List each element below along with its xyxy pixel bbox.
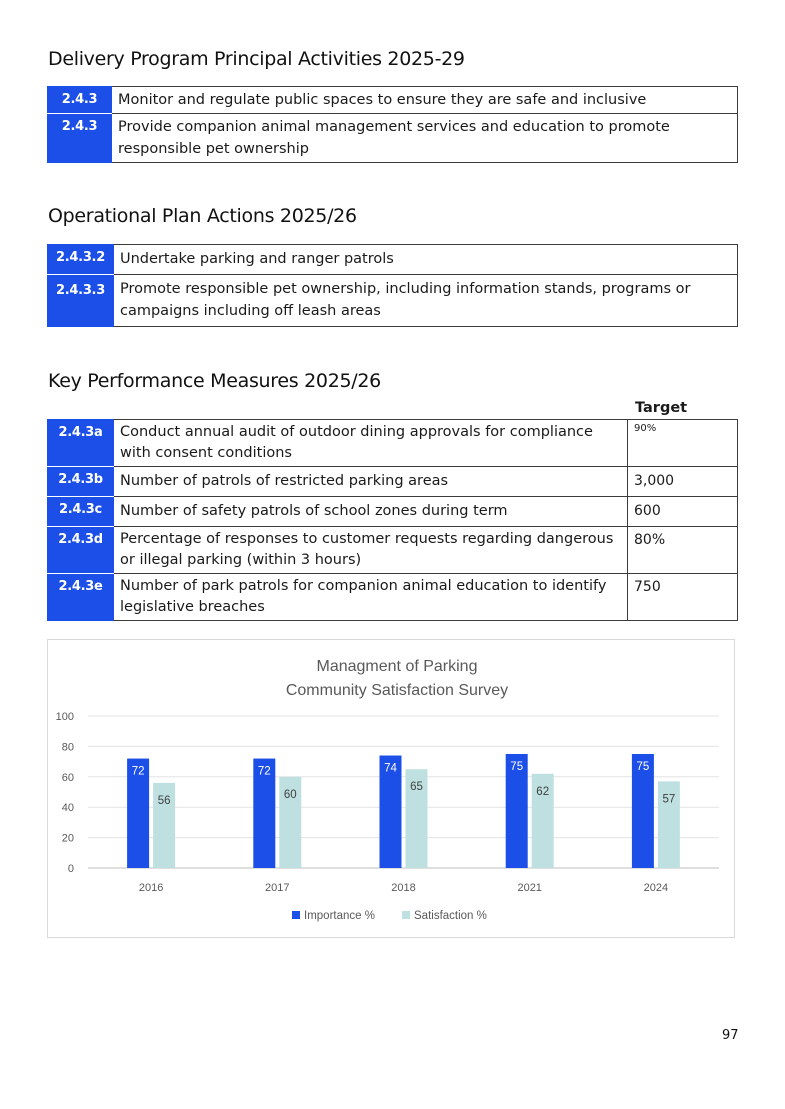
kpm-heading: Key Performance Measures 2025/26 xyxy=(48,370,381,392)
table-row xyxy=(48,275,738,327)
y-tick-label: 40 xyxy=(61,802,74,815)
activity-code: 2.4.3 xyxy=(48,87,112,114)
x-tick-label: 2017 xyxy=(265,882,290,894)
parking-satisfaction-chart xyxy=(47,639,735,938)
bar-data-label: 74 xyxy=(384,762,397,775)
table-row xyxy=(48,114,738,163)
action-code: 2.4.3.2 xyxy=(48,245,114,275)
bar-data-label: 75 xyxy=(636,761,650,773)
kpm-text: Number of patrols of restricted parking areas xyxy=(114,467,628,497)
x-tick-label: 2018 xyxy=(391,882,416,894)
y-tick-label: 60 xyxy=(61,771,74,784)
chart-title: Managment of Parking xyxy=(316,658,478,675)
activity-code: 2.4.3 xyxy=(48,114,112,163)
delivery-program-heading: Delivery Program Principal Activities 2025-29 xyxy=(48,48,465,70)
legend-swatch xyxy=(402,911,410,919)
kpm-table xyxy=(47,419,738,621)
action-text: Undertake parking and ranger patrols xyxy=(114,245,738,275)
kpm-code: 2.4.3d xyxy=(48,527,114,574)
kpm-code: 2.4.3e xyxy=(48,574,114,621)
bar-data-label: 62 xyxy=(536,785,550,798)
bar-data-label: 60 xyxy=(283,788,297,801)
operational-plan-table xyxy=(47,244,738,327)
bar-data-label: 56 xyxy=(157,794,171,807)
table-row xyxy=(48,87,738,114)
table-row xyxy=(48,574,738,621)
x-tick-label: 2016 xyxy=(138,882,164,894)
page-number: 97 xyxy=(722,1028,739,1043)
x-tick-label: 2021 xyxy=(517,882,542,894)
table-row xyxy=(48,467,738,497)
kpm-target: 3,000 xyxy=(628,467,738,497)
target-column-header: Target xyxy=(635,400,688,416)
kpm-target: 80% xyxy=(628,527,738,574)
kpm-text: Percentage of responses to customer requests regarding dangerous or illegal parking (within 3 hours) xyxy=(114,527,628,574)
activity-text: Monitor and regulate public spaces to ensure they are safe and inclusive xyxy=(112,87,738,114)
kpm-target: 600 xyxy=(628,497,738,527)
legend-label: Satisfaction % xyxy=(414,910,487,922)
bar-data-label: 57 xyxy=(662,793,676,806)
table-row xyxy=(48,497,738,527)
kpm-target: 90% xyxy=(628,420,738,467)
kpm-text: Number of safety patrols of school zones during term xyxy=(114,497,628,527)
legend-swatch xyxy=(292,911,300,919)
y-tick-label: 0 xyxy=(67,863,74,875)
kpm-text: Number of park patrols for companion animal education to identify legislative breaches xyxy=(114,574,628,621)
table-row xyxy=(48,420,738,467)
bar-data-label: 72 xyxy=(131,765,145,778)
bar-data-label: 75 xyxy=(510,761,524,773)
action-code: 2.4.3.3 xyxy=(48,275,114,327)
y-tick-label: 80 xyxy=(61,741,74,754)
table-row xyxy=(48,245,738,275)
bar-data-label: 65 xyxy=(410,781,423,794)
y-tick-label: 100 xyxy=(55,711,74,723)
legend-label: Importance % xyxy=(304,910,375,922)
kpm-code: 2.4.3a xyxy=(48,420,114,467)
chart-canvas xyxy=(48,640,734,937)
activity-text: Provide companion animal management services and education to promote responsible pet ownership xyxy=(112,114,738,163)
table-row xyxy=(48,527,738,574)
delivery-program-table xyxy=(47,86,738,163)
y-tick-label: 20 xyxy=(61,832,74,845)
kpm-code: 2.4.3c xyxy=(48,497,114,527)
kpm-target: 750 xyxy=(628,574,738,621)
action-text: Promote responsible pet ownership, including information stands, programs or campaigns including off leash areas xyxy=(114,275,738,327)
kpm-code: 2.4.3b xyxy=(48,467,114,497)
chart-title: Community Satisfaction Survey xyxy=(285,682,509,699)
kpm-text: Conduct annual audit of outdoor dining approvals for compliance with consent conditions xyxy=(114,420,628,467)
x-tick-label: 2024 xyxy=(643,882,669,894)
operational-plan-heading: Operational Plan Actions 2025/26 xyxy=(48,205,357,227)
bar-data-label: 72 xyxy=(257,765,271,778)
